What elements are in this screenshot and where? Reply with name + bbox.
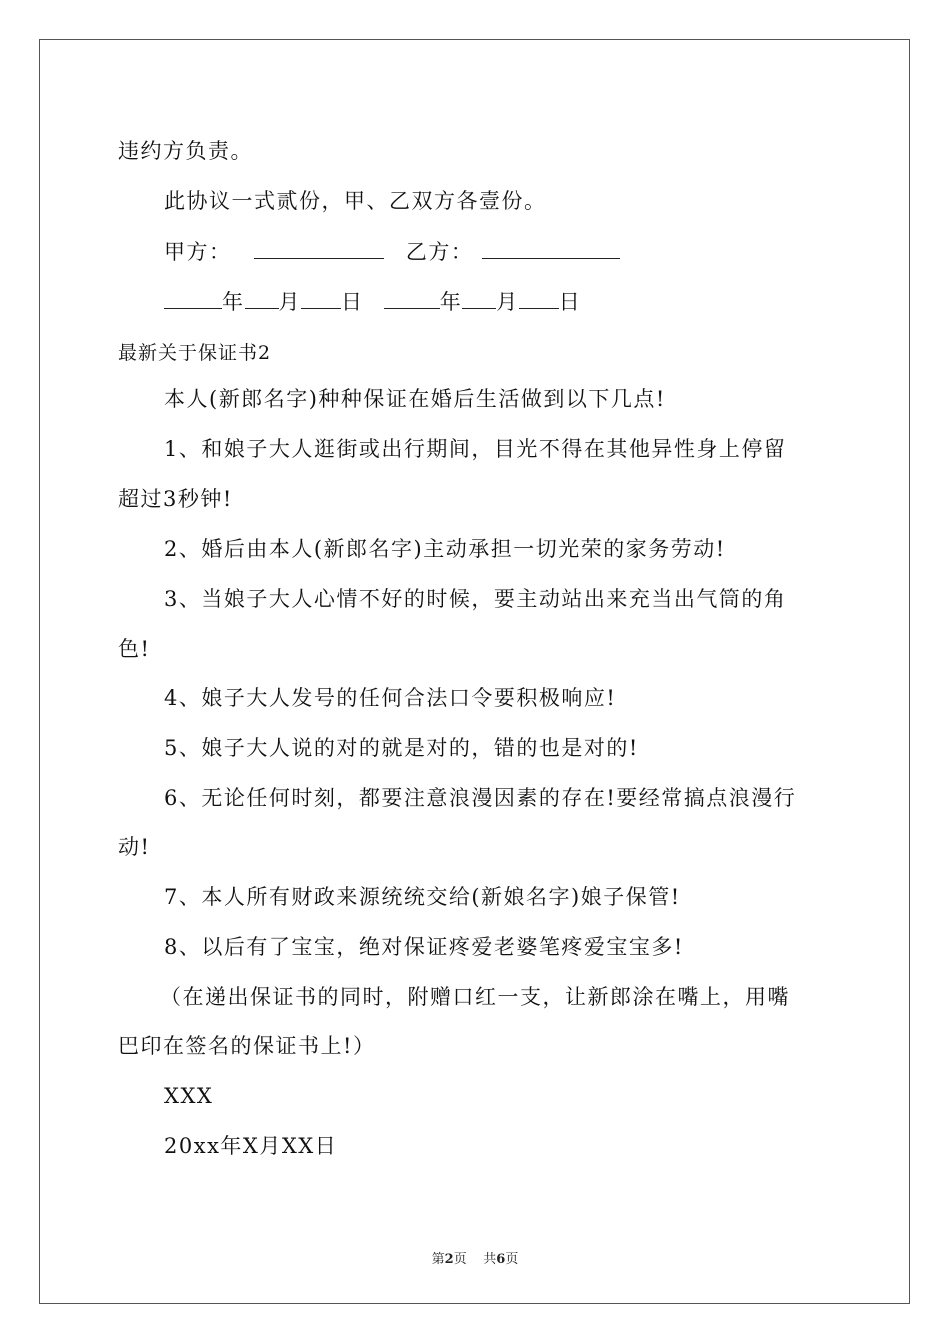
party-b-blank (482, 236, 620, 259)
total-prefix: 共 (483, 1252, 497, 1267)
paragraph: 1、和娘子大人逛街或出行期间，目光不得在其他异性身上停留 (164, 437, 787, 461)
paragraph: 2、婚后由本人(新郎名字)主动承担一切光荣的家务劳动! (164, 537, 726, 561)
total-suffix: 页 (505, 1252, 519, 1267)
year-blank (164, 286, 222, 309)
paragraph: 本人(新郎名字)种种保证在婚后生活做到以下几点! (164, 387, 666, 411)
paragraph-continued: 超过3秒钟! (118, 487, 233, 511)
text-line: 此协议一式贰份，甲、乙双方各壹份。 (164, 189, 547, 213)
paragraph: 7、本人所有财政来源统统交给(新娘名字)娘子保管! (164, 885, 681, 909)
signature-date-line (164, 286, 581, 317)
month-label: 月 (278, 290, 301, 314)
month-blank (245, 286, 279, 309)
page-footer (0, 1248, 950, 1267)
signer-name: XXX (164, 1084, 214, 1108)
paragraph: （在递出保证书的同时，附赠口红一支，让新郎涂在嘴上，用嘴 (160, 985, 790, 1009)
year-blank-2 (384, 286, 440, 309)
year-label: 年 (222, 290, 245, 314)
page-border (39, 39, 910, 1304)
day-label-2: 日 (558, 290, 582, 314)
text-line: 违约方负责。 (118, 139, 253, 163)
month-blank-2 (462, 286, 496, 309)
paragraph: 4、娘子大人发号的任何合法口令要积极响应! (164, 686, 617, 710)
signature-date: 20xx年X月XX日 (164, 1134, 338, 1158)
page-suffix: 页 (453, 1252, 467, 1267)
party-a-label: 甲方： (164, 240, 232, 264)
paragraph: 6、无论任何时刻，都要注意浪漫因素的存在!要经常搞点浪漫行 (164, 786, 797, 810)
total-pages: 6 (496, 1252, 506, 1267)
paragraph: 5、娘子大人说的对的就是对的，错的也是对的! (164, 736, 639, 760)
signature-party-line (164, 236, 620, 267)
section-title: 最新关于保证书2 (118, 342, 272, 364)
paragraph-continued: 巴印在签名的保证书上!） (118, 1034, 376, 1058)
paragraph-continued: 色! (118, 637, 151, 661)
day-blank-2 (519, 286, 559, 309)
party-b-label: 乙方： (405, 240, 474, 264)
year-label-2: 年 (439, 290, 463, 314)
paragraph: 8、以后有了宝宝，绝对保证疼爱老婆笔疼爱宝宝多! (164, 935, 684, 959)
paragraph-continued: 动! (118, 835, 151, 859)
day-label: 日 (341, 290, 364, 314)
party-a-blank (254, 236, 384, 259)
page-number: 2 (444, 1252, 454, 1267)
paragraph: 3、当娘子大人心情不好的时候，要主动站出来充当出气筒的角 (164, 587, 787, 611)
month-label-2: 月 (496, 290, 519, 314)
page-prefix: 第 (431, 1252, 445, 1267)
day-blank (301, 286, 341, 309)
